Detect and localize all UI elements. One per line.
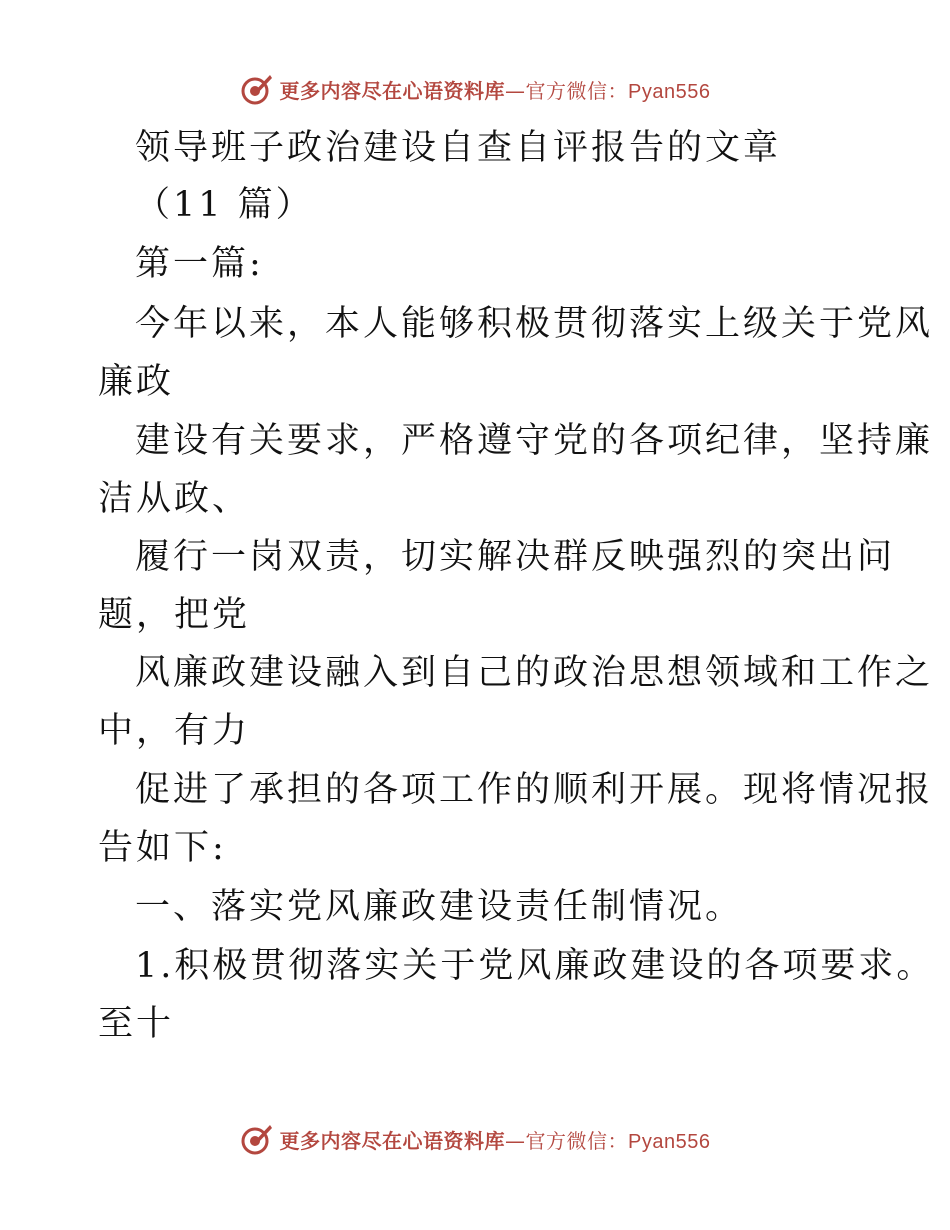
paragraph-line: 廉政 bbox=[98, 362, 175, 402]
paragraph-line: 履行一岗双责，切实解决群反映强烈的突出问 bbox=[135, 537, 896, 577]
document-title-line-1: 领导班子政治建设自查自评报告的文章 bbox=[135, 128, 782, 168]
document-title-line-2: （11 篇） bbox=[135, 185, 314, 225]
paragraph-line: 至十 bbox=[98, 1004, 175, 1044]
quill-logo-icon bbox=[240, 1122, 274, 1156]
watermark-main: 更多内容尽在心语资料库 bbox=[279, 78, 506, 103]
quill-logo-icon bbox=[240, 72, 274, 106]
heading-line: 一、落实党风廉政建设责任制情况。 bbox=[135, 887, 744, 927]
paragraph-line: 今年以来，本人能够积极贯彻落实上级关于党风 bbox=[135, 304, 934, 344]
paragraph-line: 中，有力 bbox=[98, 711, 251, 751]
paragraph-line: 告如下: bbox=[98, 828, 227, 868]
watermark-text bbox=[280, 75, 711, 104]
watermark-id: Pyan556 bbox=[628, 80, 711, 103]
footer-watermark bbox=[0, 1122, 950, 1156]
watermark-text bbox=[280, 1125, 711, 1154]
watermark-separator: —官方微信： bbox=[505, 1128, 629, 1153]
paragraph-line: 题，把党 bbox=[98, 595, 251, 635]
header-watermark bbox=[0, 72, 950, 106]
paragraph-line: 1.积极贯彻落实关于党风廉政建设的各项要求。 bbox=[135, 946, 935, 986]
paragraph-line: 洁从政、 bbox=[98, 479, 251, 519]
paragraph-line: 风廉政建设融入到自己的政治思想领域和工作之 bbox=[135, 653, 934, 693]
paragraph-line: 促进了承担的各项工作的顺利开展。现将情况报 bbox=[135, 770, 934, 810]
section-label: 第一篇: bbox=[135, 244, 264, 284]
watermark-id: Pyan556 bbox=[628, 1130, 711, 1153]
watermark-separator: —官方微信： bbox=[505, 78, 629, 103]
watermark-main: 更多内容尽在心语资料库 bbox=[279, 1128, 506, 1153]
paragraph-line: 建设有关要求，严格遵守党的各项纪律，坚持廉 bbox=[135, 421, 934, 461]
